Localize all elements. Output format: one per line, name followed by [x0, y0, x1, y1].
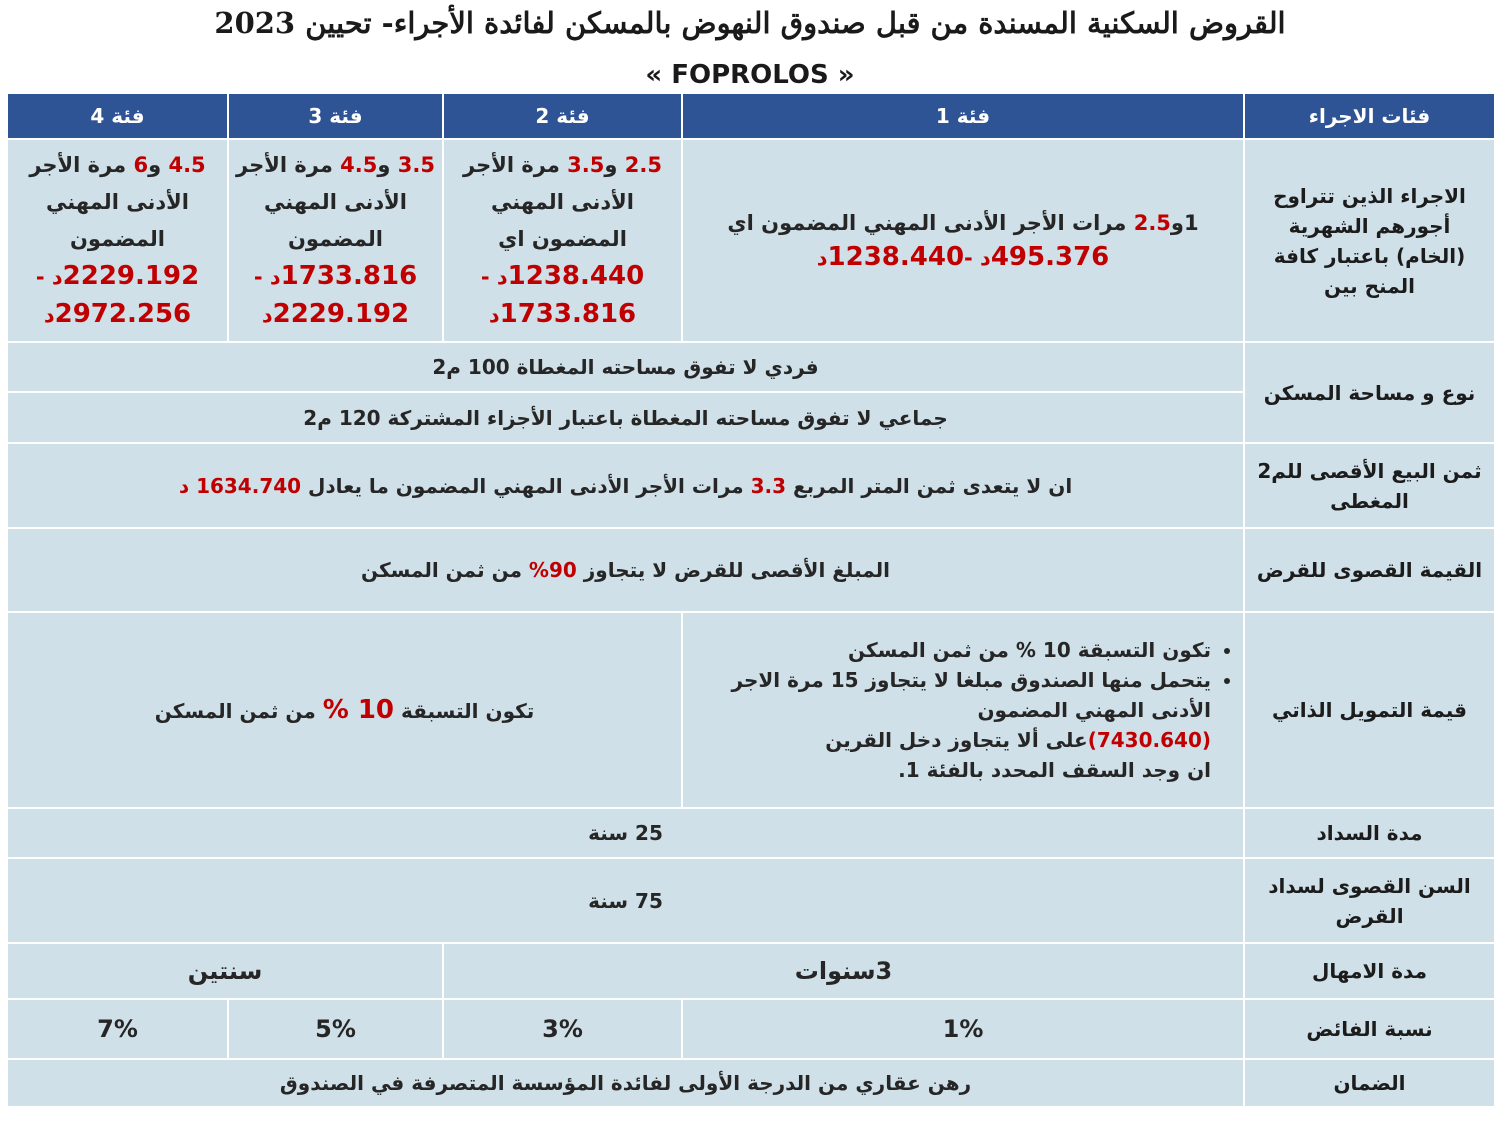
income-cat3: 3.5 و4.5 مرة الأجر الأدنى المهني المضمون 1733.816د - 2229.192د [228, 139, 443, 342]
income-cat4: 4.5 و6 مرة الأجر الأدنى المهني المضمون 2229.192د - 2972.256د [7, 139, 228, 342]
grace-cat34: سنتين [7, 943, 443, 999]
guarantee-row [7, 1059, 1495, 1107]
income-row [7, 139, 1495, 342]
guarantee-value: رهن عقاري من الدرجة الأولى لفائدة المؤسسة المتصرفة في الصندوق [7, 1059, 1244, 1107]
repayment-label: مدة السداد [1244, 808, 1495, 858]
interest-cat4: 7% [7, 999, 228, 1059]
income-label: الاجراء الذين تتراوح أجورهم الشهرية (الخام) باعتبار كافة المنح بين [1244, 139, 1495, 342]
max-price-row [7, 443, 1495, 528]
self-financing-bullet-2: • يتحمل منها الصندوق مبلغا لا يتجاوز 15 مرة الاجر الأدنى المهني المضمون [689, 665, 1211, 725]
guarantee-label: الضمان [1244, 1059, 1495, 1107]
housing-individual: فردي لا تفوق مساحته المغطاة 100 م2 [7, 342, 1244, 392]
max-loan-row [7, 528, 1495, 612]
income-cat1: 1و2.5 مرات الأجر الأدنى المهني المضمون اي 495.376د -1238.440د [682, 139, 1244, 342]
interest-cat2: 3% [443, 999, 682, 1059]
self-financing-label: قيمة التمويل الذاتي [1244, 612, 1495, 808]
housing-collective: جماعي لا تفوق مساحته المغطاة باعتبار الأجزاء المشتركة 120 م2 [7, 392, 1244, 443]
loan-conditions-table [6, 92, 1496, 1108]
page-subtitle: « FOPROLOS » [645, 60, 855, 90]
self-financing-bullet-1: • تكون التسبقة 10 % من ثمن المسكن [689, 635, 1211, 665]
max-age-value: 75 سنة [7, 858, 1244, 943]
self-financing-line-3: (7430.640)على ألا يتجاوز دخل القرين [825, 728, 1211, 752]
max-price-label: ثمن البيع الأقصى للم2 المغطى [1244, 443, 1495, 528]
housing-row-individual [7, 342, 1495, 392]
interest-cat1: 1% [682, 999, 1244, 1059]
self-financing-line-4: ان وجد السقف المحدد بالفئة 1. [898, 758, 1211, 782]
income-cat2: 2.5 و3.5 مرة الأجر الأدنى المهني المضمون اي 1238.440د - 1733.816د [443, 139, 682, 342]
interest-row [7, 999, 1495, 1059]
header-cat3: فئة 3 [228, 93, 443, 139]
max-loan-value: المبلغ الأقصى للقرض لا يتجاوز 90% من ثمن المسكن [7, 528, 1244, 612]
header-col-label: فئات الاجراء [1244, 93, 1495, 139]
header-cat1: فئة 1 [682, 93, 1244, 139]
header-cat4: فئة 4 [7, 93, 228, 139]
max-age-label: السن القصوى لسداد القرض [1244, 858, 1495, 943]
interest-cat3: 5% [228, 999, 443, 1059]
self-financing-row [7, 612, 1495, 808]
grace-cat12: 3سنوات [443, 943, 1244, 999]
grace-label: مدة الامهال [1244, 943, 1495, 999]
table-header-row [7, 93, 1495, 139]
repayment-row [7, 808, 1495, 858]
self-financing-cat1 [682, 612, 1244, 808]
grace-row [7, 943, 1495, 999]
page-title: القروض السكنية المسندة من قبل صندوق النهوض بالمسكن لفائدة الأجراء- تحيين 2023 [214, 6, 1286, 40]
max-loan-label: القيمة القصوى للقرض [1244, 528, 1495, 612]
housing-label: نوع و مساحة المسكن [1244, 342, 1495, 443]
header-cat2: فئة 2 [443, 93, 682, 139]
repayment-value: 25 سنة [7, 808, 1244, 858]
max-age-row [7, 858, 1495, 943]
interest-label: نسبة الفائض [1244, 999, 1495, 1059]
self-financing-other: تكون التسبقة 10 % من ثمن المسكن [7, 612, 682, 808]
max-price-value: ان لا يتعدى ثمن المتر المربع 3.3 مرات الأجر الأدنى المهني المضمون ما يعادل 1634.740 د [7, 443, 1244, 528]
